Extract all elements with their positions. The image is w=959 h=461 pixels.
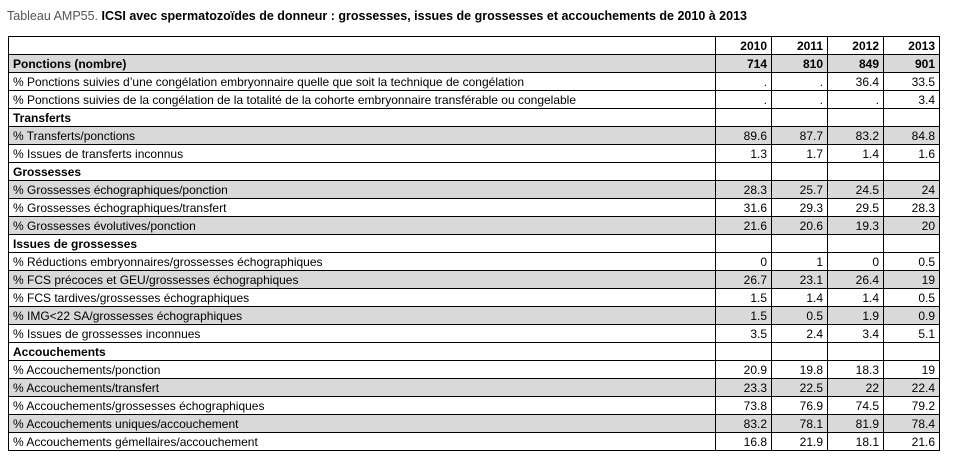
value-cell-2013: 19 [884,361,940,379]
value-cell-2013: 22.4 [884,379,940,397]
section-row [9,343,940,361]
value-cell-2013: 0.5 [884,253,940,271]
value-cell-2012: 22 [828,379,884,397]
value-cell-2010: 83.2 [716,415,772,433]
value-cell-2012: 74.5 [828,397,884,415]
row-label: % FCS tardives/grossesses échographiques [9,289,716,307]
value-cell-2013: 84.8 [884,127,940,145]
table-number: Tableau AMP55. [7,9,99,23]
table-row [9,289,940,307]
value-cell-2012: 849 [828,55,884,73]
value-cell-2010: 31.6 [716,199,772,217]
value-cell-2012: 36.4 [828,73,884,91]
value-cell-2013: 19 [884,271,940,289]
value-cell-2011: 78.1 [772,415,828,433]
value-cell-2012: 83.2 [828,127,884,145]
value-cell-2011: 23.1 [772,271,828,289]
value-cell-2011 [772,163,828,181]
section-row [9,163,940,181]
value-cell-2012: 18.3 [828,361,884,379]
value-cell-2010: 3.5 [716,325,772,343]
value-cell-2012: 24.5 [828,181,884,199]
row-label: % Accouchements/transfert [9,379,716,397]
value-cell-2011: 19.8 [772,361,828,379]
value-cell-2010: 20.9 [716,361,772,379]
value-cell-2010: 21.6 [716,217,772,235]
value-cell-2012: 18.1 [828,433,884,451]
value-cell-2013: 1.6 [884,145,940,163]
value-cell-2011: 29.3 [772,199,828,217]
value-cell-2011: 1 [772,253,828,271]
value-cell-2010: 1.5 [716,289,772,307]
row-label: % Issues de transferts inconnus [9,145,716,163]
value-cell-2011 [772,343,828,361]
value-cell-2013: 5.1 [884,325,940,343]
value-cell-2013: 20 [884,217,940,235]
value-cell-2013: 0.5 [884,289,940,307]
value-cell-2013: 24 [884,181,940,199]
value-cell-2012: 1.9 [828,307,884,325]
value-cell-2010 [716,343,772,361]
table-row [9,271,940,289]
row-label: % Accouchements/grossesses échographiques [9,397,716,415]
table-row [9,55,940,73]
value-cell-2010: . [716,91,772,109]
value-cell-2010 [716,109,772,127]
value-cell-2013: 3.4 [884,91,940,109]
table-row [9,433,940,451]
value-cell-2011: 21.9 [772,433,828,451]
data-table [8,36,940,451]
table-row [9,415,940,433]
year-2010-header: 2010 [716,37,772,55]
value-cell-2010 [716,163,772,181]
value-cell-2013 [884,163,940,181]
value-cell-2010 [716,235,772,253]
table-row [9,361,940,379]
value-cell-2011: 87.7 [772,127,828,145]
year-2013-header: 2013 [884,37,940,55]
value-cell-2011: 2.4 [772,325,828,343]
row-label: % Accouchements/ponction [9,361,716,379]
value-cell-2011 [772,109,828,127]
row-label: % Grossesses échographiques/transfert [9,199,716,217]
year-2012-header: 2012 [828,37,884,55]
value-cell-2010: 73.8 [716,397,772,415]
value-cell-2011: 22.5 [772,379,828,397]
value-cell-2010: 1.3 [716,145,772,163]
value-cell-2010: 16.8 [716,433,772,451]
value-cell-2012: 26.4 [828,271,884,289]
value-cell-2011: 810 [772,55,828,73]
value-cell-2012 [828,109,884,127]
value-cell-2011: 76.9 [772,397,828,415]
value-cell-2013 [884,235,940,253]
row-label: % Transferts/ponctions [9,127,716,145]
value-cell-2010: 28.3 [716,181,772,199]
section-row [9,109,940,127]
row-label: Ponctions (nombre) [9,55,716,73]
value-cell-2010: 89.6 [716,127,772,145]
value-cell-2013 [884,109,940,127]
table-row [9,73,940,91]
table-row [9,325,940,343]
table-row [9,181,940,199]
row-label: % Ponctions suivies d’une congélation embryonnaire quelle que soit la technique de congélation [9,73,716,91]
value-cell-2013: 33.5 [884,73,940,91]
table-row [9,217,940,235]
value-cell-2013: 901 [884,55,940,73]
row-label: % Grossesses échographiques/ponction [9,181,716,199]
table-row [9,253,940,271]
value-cell-2011 [772,235,828,253]
row-label: % Réductions embryonnaires/grossesses échographiques [9,253,716,271]
value-cell-2010: 26.7 [716,271,772,289]
table-caption: ICSI avec spermatozoïdes de donneur : grossesses, issues de grossesses et accouchements de 2010 à 2013 [101,9,747,23]
value-cell-2013: 28.3 [884,199,940,217]
row-label: % Ponctions suivies de la congélation de la totalité de la cohorte embryonnaire transférable ou congelable [9,91,716,109]
value-cell-2012 [828,163,884,181]
header-cell-empty [9,37,716,55]
row-label: Accouchements [9,343,716,361]
value-cell-2011: 1.4 [772,289,828,307]
section-row [9,235,940,253]
value-cell-2012: 0 [828,253,884,271]
row-label: Transferts [9,109,716,127]
table-row [9,145,940,163]
value-cell-2010: 0 [716,253,772,271]
value-cell-2012 [828,235,884,253]
value-cell-2011: 25.7 [772,181,828,199]
row-label: Grossesses [9,163,716,181]
table-row [9,379,940,397]
table-row [9,307,940,325]
value-cell-2012: 1.4 [828,145,884,163]
value-cell-2012: 81.9 [828,415,884,433]
value-cell-2010: . [716,73,772,91]
value-cell-2012 [828,343,884,361]
value-cell-2013: 79.2 [884,397,940,415]
row-label: % Accouchements gémellaires/accouchement [9,433,716,451]
value-cell-2011: 1.7 [772,145,828,163]
value-cell-2013: 21.6 [884,433,940,451]
value-cell-2012: 3.4 [828,325,884,343]
table-row [9,91,940,109]
row-label: % Issues de grossesses inconnues [9,325,716,343]
value-cell-2012: 29.5 [828,199,884,217]
row-label: % IMG<22 SA/grossesses échographiques [9,307,716,325]
table-row [9,127,940,145]
table-title [7,9,747,23]
row-label: % Accouchements uniques/accouchement [9,415,716,433]
value-cell-2010: 714 [716,55,772,73]
value-cell-2011: . [772,73,828,91]
row-label: % Grossesses évolutives/ponction [9,217,716,235]
value-cell-2013: 78.4 [884,415,940,433]
value-cell-2012: 1.4 [828,289,884,307]
value-cell-2011: 20.6 [772,217,828,235]
year-header-row [9,37,940,55]
value-cell-2012: 19.3 [828,217,884,235]
table-row [9,397,940,415]
value-cell-2011: 0.5 [772,307,828,325]
year-2011-header: 2011 [772,37,828,55]
row-label: % FCS précoces et GEU/grossesses échographiques [9,271,716,289]
value-cell-2010: 23.3 [716,379,772,397]
row-label: Issues de grossesses [9,235,716,253]
table-row [9,199,940,217]
value-cell-2012: . [828,91,884,109]
value-cell-2013 [884,343,940,361]
value-cell-2013: 0.9 [884,307,940,325]
value-cell-2010: 1.5 [716,307,772,325]
value-cell-2011: . [772,91,828,109]
